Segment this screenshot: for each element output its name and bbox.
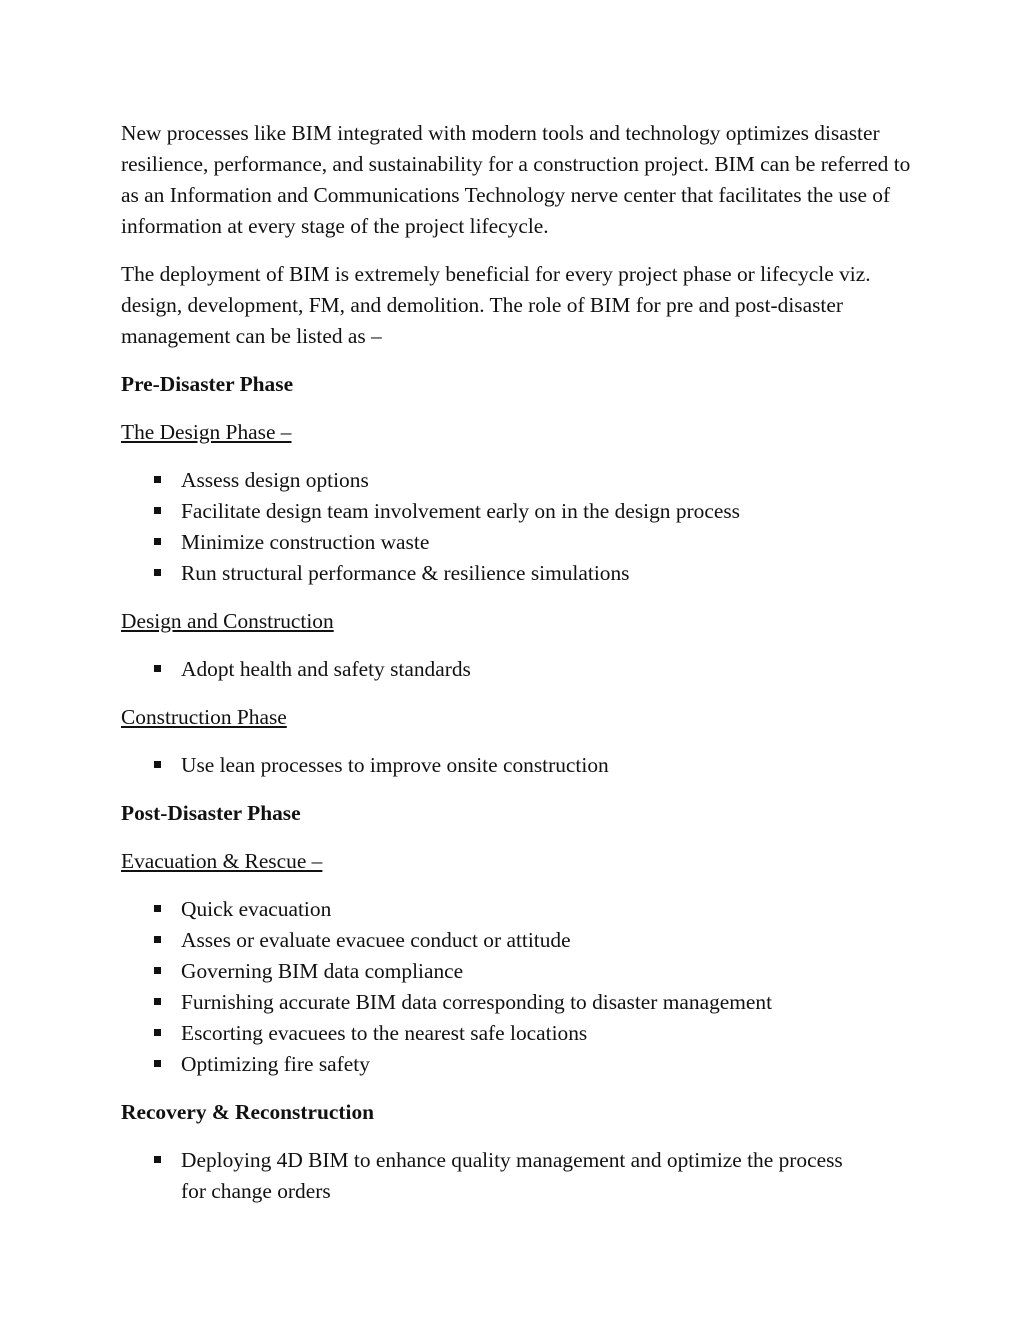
list-item: [121, 925, 911, 956]
list-item-text: Adopt health and safety standards: [181, 657, 471, 681]
list-item: [121, 1145, 911, 1207]
list-item-text: Use lean processes to improve onsite construction: [181, 753, 609, 777]
design-construction-list: [121, 654, 911, 685]
square-bullet-icon: [154, 507, 161, 514]
list-item: [121, 750, 911, 781]
list-item-text: Optimizing fire safety: [181, 1052, 370, 1076]
square-bullet-icon: [154, 1060, 161, 1067]
square-bullet-icon: [154, 665, 161, 672]
design-construction-subheading: Design and Construction: [121, 609, 334, 633]
deployment-paragraph: The deployment of BIM is extremely beneficial for every project phase or lifecycle viz. design, development, FM, and demolition. The role of BIM for pre and post-disaster management can be listed as –: [121, 262, 871, 348]
list-item-text: Facilitate design team involvement early on in the design process: [181, 499, 740, 523]
list-item-text: Furnishing accurate BIM data corresponding to disaster management: [181, 990, 773, 1014]
square-bullet-icon: [154, 967, 161, 974]
list-item-text: Governing BIM data compliance: [181, 959, 464, 983]
construction-phase-list: [121, 750, 911, 781]
intro-paragraph: New processes like BIM integrated with modern tools and technology optimizes disaster resilience, performance, and sustainability for a construction project. BIM can be referred to as an Information and Communications Technology nerve center that facilitates the use of information at every stage of the project lifecycle.: [121, 121, 911, 238]
square-bullet-icon: [154, 569, 161, 576]
list-item: [121, 894, 911, 925]
list-item-text: Run structural performance & resilience simulations: [181, 561, 630, 585]
design-phase-subheading: The Design Phase –: [121, 420, 292, 444]
construction-phase-subheading: Construction Phase: [121, 705, 287, 729]
evacuation-list: [121, 894, 911, 1080]
post-disaster-heading: Post-Disaster Phase: [121, 801, 301, 825]
list-item: [121, 654, 911, 685]
square-bullet-icon: [154, 936, 161, 943]
document-page: [121, 118, 911, 1224]
pre-disaster-heading: Pre-Disaster Phase: [121, 372, 294, 396]
design-phase-list: [121, 465, 911, 589]
square-bullet-icon: [154, 905, 161, 912]
recovery-heading: Recovery & Reconstruction: [121, 1100, 375, 1124]
list-item: [121, 1049, 911, 1080]
list-item-text: Minimize construction waste: [181, 530, 430, 554]
list-item: [121, 496, 911, 527]
list-item: [121, 956, 911, 987]
square-bullet-icon: [154, 1029, 161, 1036]
list-item-text: Escorting evacuees to the nearest safe locations: [181, 1021, 588, 1045]
recovery-list: [121, 1145, 911, 1207]
list-item: [121, 987, 911, 1018]
list-item: [121, 465, 911, 496]
square-bullet-icon: [154, 476, 161, 483]
square-bullet-icon: [154, 538, 161, 545]
list-item-text: Assess design options: [181, 468, 369, 492]
list-item-text: Deploying 4D BIM to enhance quality management and optimize the process for change orders: [181, 1148, 843, 1203]
list-item-text: Quick evacuation: [181, 897, 332, 921]
list-item-text: Asses or evaluate evacuee conduct or attitude: [181, 928, 571, 952]
list-item: [121, 1018, 911, 1049]
evacuation-subheading: Evacuation & Rescue –: [121, 849, 323, 873]
square-bullet-icon: [154, 998, 161, 1005]
list-item: [121, 558, 911, 589]
list-item: [121, 527, 911, 558]
square-bullet-icon: [154, 761, 161, 768]
square-bullet-icon: [154, 1156, 161, 1163]
